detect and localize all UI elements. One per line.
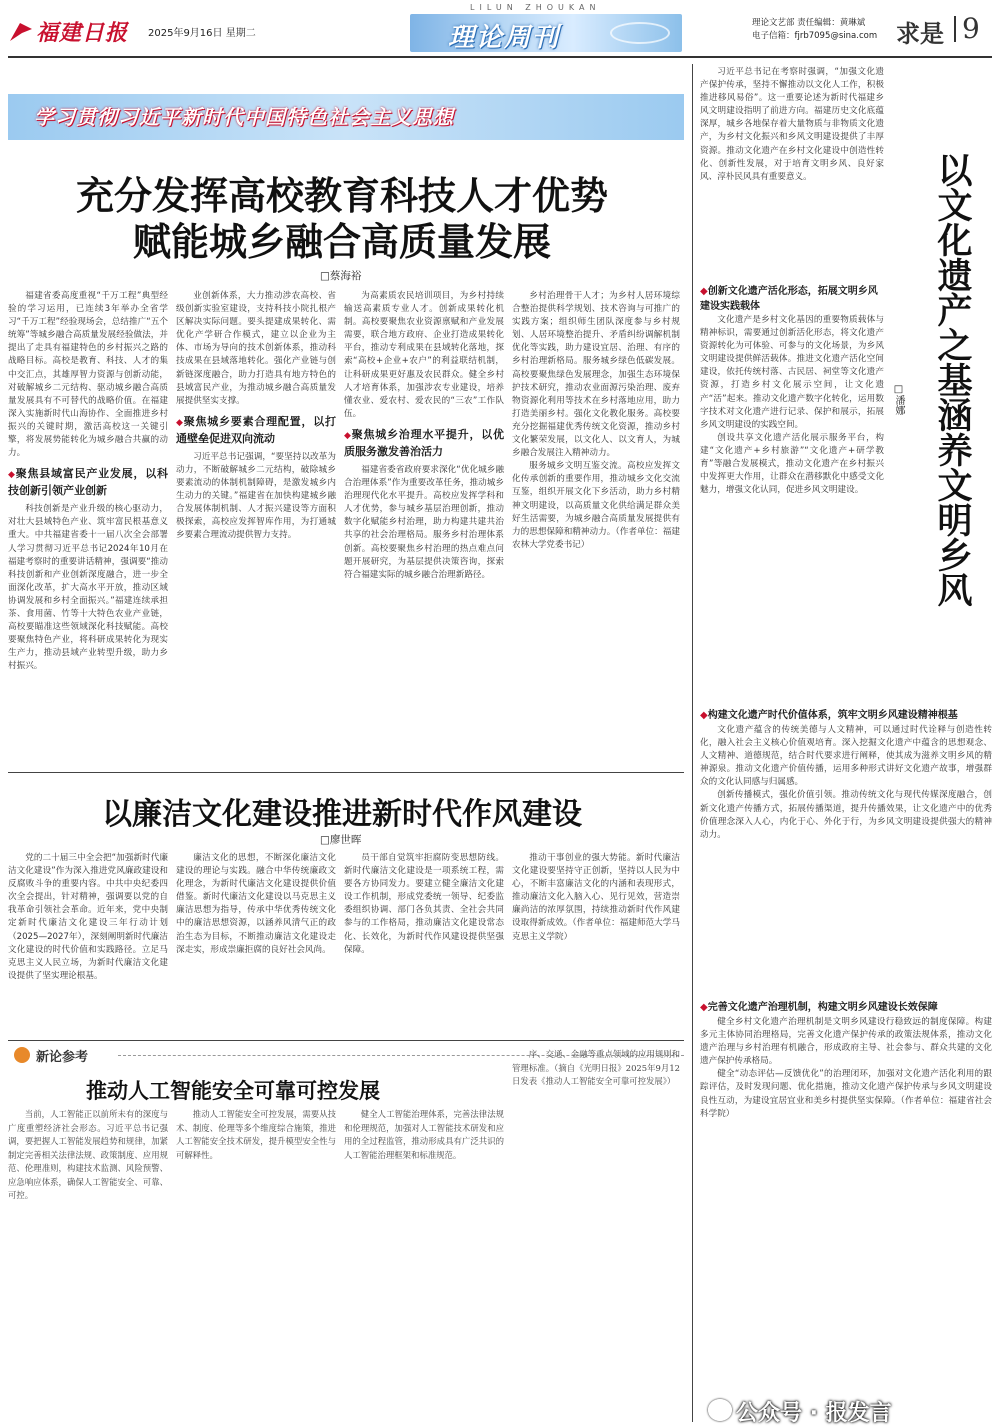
article1-subheading-3 xyxy=(344,427,504,460)
paragraph: 习近平总书记强调，“要坚持以改革为动力，不断破解城乡二元结构，破除城乡要素流动的体制机制障碍，是激发城乡内生动力的关键。”福建省在加快构建城乡融合发展体制机制、人才振兴建设等方面积极探索，高校应发挥智库作用，为打通城乡要素合理流动提供智力支持。 xyxy=(176,451,336,541)
section-separator xyxy=(954,16,956,42)
paragraph: 当前，人工智能正以前所未有的深度与广度重塑经济社会形态。习近平总书记强调，要把握人工智能发展趋势和规律，加紧制定完善相关法律法规、政策制度、应用规范、伦理准则，构建技术监测、风险预警、应急响应体系，确保人工智能安全、可靠、可控。 xyxy=(8,1109,168,1200)
masthead xyxy=(0,0,1000,58)
article2-column-1 xyxy=(8,852,168,1037)
diamond-icon: ◆ xyxy=(8,470,16,481)
section-banner-title: 理论周刊 xyxy=(448,23,561,52)
article1-column-1 xyxy=(8,290,168,768)
paragraph: 创新传播模式，强化价值引领。推动传统文化与现代传媒深度融合，创新文化遗产传播方式，拓展传播渠道，提升传播效果，让文化遗产中的优秀价值理念深入人心，内化于心、外化于行，为乡风文明建设提供强大的精神动力。 xyxy=(700,790,992,840)
wechat-icon xyxy=(708,1399,732,1421)
newspaper-logo[interactable] xyxy=(8,16,128,47)
article1-column-3 xyxy=(344,290,504,768)
theme-ribbon xyxy=(8,94,684,140)
section-name: 求是 xyxy=(896,19,944,48)
editor-line: 理论文艺部 责任编辑：黄琳斌 xyxy=(752,18,866,28)
bottom-column-4 xyxy=(512,1048,680,1420)
diamond-icon: ◆ xyxy=(700,286,708,297)
paragraph: 员干部自觉筑牢拒腐防变思想防线。新时代廉洁文化建设是一项系统工程，需要各方协同发力。要建立健全廉洁文化建设工作机制，形成党委统一领导、纪委监委组织协调、部门各负其责、全社会共同参与的工作格局，推动廉洁文化建设常态化、长效化，为新时代作风建设提供坚强保障。 xyxy=(344,853,504,955)
article2-title[interactable]: 以廉洁文化建设推进新时代作风建设 xyxy=(102,797,582,832)
paragraph: 科技创新是产业升级的核心驱动力，对壮大县域特色产业、筑牢富民根基意义重大。中共福建省委十一届八次全会部署人学习贯彻习近平总书记2024年10月在福建考察时的重要讲话精神，强调要“推动科技创新和产业创新深度融合，进一步全面深化改革，扩大高水平开放，推动区域协调发展和乡村全面振兴。”福建连续承担茶、食用菌、竹等十大特色农业产业链，高校要瞄准这些领域深化科技赋能。高校要聚焦特色产业，将科研成果转化为现实生产力，推动县域产业转型升级，助力乡村振兴。 xyxy=(8,504,168,672)
article2-column-3 xyxy=(344,852,504,1037)
subheading-text: 聚焦城乡治理水平提升，以优质服务激发善治活力 xyxy=(344,427,504,458)
paragraph: 服务城乡文明互鉴交流。高校应发挥文化传承创新的重要作用，推动城乡文化交流互鉴，组织开展文化下乡活动，助力乡村精神文明建设，以高质量文化供给满足群众美好生活需要，为城乡融合高质量发展提供有力的思想保障和精神动力。（作者单位：福建农林大学党委书记） xyxy=(512,461,680,550)
paragraph: 推动人工智能安全可控发展，需要从技术、制度、伦理等多个维度综合施策，推进人工智能安全技术研发，提升模型安全性与可解释性。 xyxy=(176,1109,336,1160)
paragraph: 乡村治理骨干人才；为乡村人居环境综合整治提供科学规划、技术咨询与可推广的实践方案；组织师生团队深度参与乡村规划、人居环境整治提升、矛盾纠纷调解机制优化等实践，助力建设宜居、治理、有序的乡村治理新格局。服务城乡绿色低碳发展。高校要聚焦绿色发展理念，加强生态环境保护技术研究，推动农业面源污染治理、废弃物资源化利用等技术在乡村落地应用，助力打造美丽乡村。强化文化教化服务。高校要充分挖掘福建优秀传统文化资源，推动乡村文化繁荣发展，以文化人、以文育人，为城乡融合发展注入精神动力。 xyxy=(512,291,680,459)
column-name: 新论参考 xyxy=(36,1050,89,1065)
column-badge-icon xyxy=(14,1047,30,1063)
article1-column-4 xyxy=(512,290,680,768)
paragraph: 健全“动态评估—反馈优化”的治理闭环，加强对文化遗产活化利用的跟踪评估，及时发现问题、优化措施，推动文化遗产保护传承与乡风文明建设良性互动，为建设宜居宜业和美乡村提供坚实保障。（作者单位：福建省社会科学院） xyxy=(700,1069,992,1119)
logo-text: 福建日报 xyxy=(36,20,129,46)
paragraph: 文化遗产蕴含的传统美德与人文精神，可以通过时代诠释与创造性转化，融入社会主义核心价值观培育。深入挖掘文化遗产中蕴含的思想观念、人文精神、道德规范，结合时代要求进行阐释，使其成为滋养文明乡风的精神源泉。推动文化遗产价值传播，运用多种形式讲好文化遗产故事，增强群众的文化认同感与归属感。 xyxy=(700,725,992,788)
bottom-column-2 xyxy=(176,1108,336,1420)
right-column-block-3 xyxy=(700,1016,992,1396)
masthead-rule xyxy=(8,56,992,58)
paragraph: 创设共享文化遗产活化展示服务平台，构建“文化遗产+乡村旅游”“文化遗产+研学教育”等融合发展模式，推动文化遗产在乡村振兴中发挥更大作用，让群众在潜移默化中感受文化魅力，增强文化认同，促进乡风文明建设。 xyxy=(700,432,884,496)
subheading-text: 完善文化遗产治理机制，构建文明乡风建设长效保障 xyxy=(707,1002,938,1013)
article1-title-line1[interactable]: 充分发挥高校教育科技人才优势 xyxy=(75,173,608,218)
horizontal-divider xyxy=(8,1040,684,1041)
right-subheading-3 xyxy=(700,998,992,1013)
paragraph: 推动干事创业的强大势能。新时代廉洁文化建设要坚持守正创新，坚持以人民为中心，不断丰富廉洁文化的内涵和表现形式，推动廉洁文化入脑入心、见行见效，营造崇廉尚洁的浓厚氛围，持续推动新时代作风建设取得新成效。（作者单位：福建师范大学马克思主义学院） xyxy=(512,853,680,942)
logo-flag-icon xyxy=(8,21,34,43)
right-article-title[interactable]: 以文化遗产之基涵养文明乡风 xyxy=(932,152,973,607)
section-banner xyxy=(410,14,682,52)
paragraph: 福建省委高度重视“千万工程”典型经验的学习运用，已连续3年举办全省学习“千万工程”经验现场会，总结推广“五个统筹”等城乡融合高质量发展经验做法，并提出了走具有福建特色的乡村振兴之路的战略目标。高校是教育、科技、人才的集中交汇点，其雄厚智力资源与创新动能，对破解城乡二元结构、驱动城乡融合高质量发展具有不可替代的战略价值。在福建深入实施新时代山海协作、全面推进乡村振兴的关键时期，激活高校这一关键引擎，将发展势能转化为城乡融合共赢的动力。 xyxy=(8,291,168,459)
article1-subheading-2 xyxy=(176,414,336,447)
paragraph: 福建省委省政府要求深化“优化城乡融合治理体系”作为重要改革任务，推动城乡治理现代化水平提升。高校应发挥学科和人才优势，参与城乡基层治理创新，推动数字化赋能乡村治理，助力构建共建共治共享的社会治理格局。服务乡村治理体系创新。高校要聚焦乡村治理的热点难点问题开展研究，为基层提供决策咨询，探索符合福建实际的城乡融合治理新路径。 xyxy=(344,464,504,580)
subheading-text: 聚焦城乡要素合理配置，以打通壁垒促进双向流动 xyxy=(176,414,336,445)
horizontal-divider xyxy=(8,772,684,773)
vertical-divider xyxy=(692,64,693,1422)
paragraph: 业创新体系，大力推动涉农高校、省级创新实验室建设，支持科技小院扎根产区解决实际问题。要头提建成果转化、需优化产学研合作模式，建立以企业为主体、市场为导向的技术创新体系，推动科技成果在县域落地转化。强化产业链与创新链深度融合，助力打造具有地方特色的县域富民产业，为推动城乡融合高质量发展提供坚实支撑。 xyxy=(176,291,336,406)
page-number: 9 xyxy=(962,12,980,45)
article1-byline: □蔡海裕 xyxy=(320,270,362,282)
paragraph: 序、交通、金融等重点领域的应用规则和管理标准。（摘自《光明日报》2025年9月12日发表《推动人工智能安全可靠可控发展》） xyxy=(512,1049,680,1086)
theme-ribbon-text: 学习贯彻习近平新时代中国特色社会主义思想 xyxy=(34,105,454,129)
article2-column-4 xyxy=(512,852,680,1037)
right-article-intro xyxy=(700,66,884,278)
paragraph: 健全人工智能治理体系，完善法律法规和伦理规范，加强对人工智能技术研发和应用的全过程监管，推动形成具有广泛共识的人工智能治理框架和标准规范。 xyxy=(344,1109,504,1160)
diamond-icon: ◆ xyxy=(344,430,352,441)
watermark: 公众号 · 报发言 xyxy=(736,1401,892,1426)
right-column-block-2 xyxy=(700,724,992,992)
bottom-column-1 xyxy=(8,1108,168,1420)
article1-subheading-1 xyxy=(8,466,168,499)
paragraph: 党的二十届三中全会把“加强新时代廉洁文化建设”作为深入推进党风廉政建设和反腐败斗争的重要内容。中共中央纪委四次全会提出，针对精神，强调要以党的自我革命引领社会革命。近年来，党中央制定新时代廉洁文化建设三年行动计划（2025—2027年），深刻阐明新时代廉洁文化建设的时代价值和实践路径。立足马克思主义人民立场，为新时代廉洁文化建设提供了坚实理论根基。 xyxy=(8,853,168,981)
right-subheading-1 xyxy=(700,282,884,312)
article2-byline: □廖世晖 xyxy=(320,834,362,846)
bottom-column-3 xyxy=(344,1108,504,1420)
paragraph: 文化遗产是乡村文化基因的重要物质载体与精神标识，需要通过创新活化形态，将文化遗产资源转化为可体验、可参与的文化场景，为乡风文明建设提供鲜活载体。推进文化遗产活化空间建设，依托传统村落、古民居、祠堂等文化遗产资源，打造乡村文化展示空间，让文化遗产“活”起来。推动文化遗产数字化转化，运用数字技术对文化遗产进行记录、保护和展示，拓展乡风文明建设的实践空间。 xyxy=(700,315,884,430)
article2-column-2 xyxy=(176,852,336,1037)
paragraph: 廉洁文化的思想，不断深化廉洁文化建设的理论与实践。融合中华传统廉政文化理念，为新时代廉洁文化建设提供价值借鉴。新时代廉洁文化建设以马克思主义廉洁思想为指导，传承中华优秀传统文化中的廉洁思想资源，以涵养风清气正的政治生态为目标，不断推动廉洁文化建设走深走实，形成崇廉拒腐的良好社会风尚。 xyxy=(176,853,336,955)
subheading-text: 创新文化遗产活化形态，拓展文明乡风建设实践载体 xyxy=(700,286,878,312)
publication-date: 2025年9月16日 星期二 xyxy=(148,28,256,39)
right-column-block-1 xyxy=(700,314,884,562)
paragraph: 习近平总书记在考察时强调，“加强文化遗产保护传承，坚持不懈推动以文化人工作，积极推进移风易俗”。这一重要论述为新时代福建乡风文明建设指明了前进方向。福建历史文化底蕴深厚，城乡各地保存着大量物质与非物质文化遗产，为乡村文化振兴和乡风文明建设提供了丰厚资源。推动文化遗产在乡村文化建设中创造性转化、创新性发展，对于培育文明乡风、良好家风、淳朴民风具有重要意义。 xyxy=(700,67,884,182)
editor-email[interactable]: 电子信箱：fjrb7095@sina.com xyxy=(752,31,878,41)
paragraph: 为高素质农民培训项目，为乡村持续输送高素质专业人才。创新成果转化机制。高校要聚焦农业资源禀赋和产业发展需要，联合地方政府、企业打造成果转化平台，推动专利成果在县域转化落地，探索“高校+企业+农户”的利益联结机制，让科研成果更好惠及农民群众。健全乡村人才培育体系，加强涉农专业建设，培养懂农业、爱农村、爱农民的“三农”工作队伍。 xyxy=(344,291,504,419)
bottom-article-title[interactable]: 推动人工智能安全可靠可控发展 xyxy=(86,1078,380,1103)
diamond-icon: ◆ xyxy=(700,710,708,721)
section-pinyin: LILUN ZHOUKAN xyxy=(470,3,601,12)
article1-column-2 xyxy=(176,290,336,768)
editor-info xyxy=(752,17,877,43)
diamond-icon: ◆ xyxy=(176,417,184,428)
right-article-byline: □潘娜 xyxy=(893,384,904,415)
diamond-icon: ◆ xyxy=(700,1002,708,1013)
right-subheading-2 xyxy=(700,706,992,721)
subheading-text: 构建文化遗产时代价值体系，筑牢文明乡风建设精神根基 xyxy=(707,710,958,721)
banner-decoration xyxy=(610,22,670,44)
article1-title-line2[interactable]: 赋能城乡融合高质量发展 xyxy=(132,219,551,264)
subheading-text: 聚焦县域富民产业发展，以科技创新引领产业创新 xyxy=(8,467,168,498)
paragraph: 健全乡村文化遗产治理机制是文明乡风建设行稳致远的制度保障。构建多元主体协同治理格局，完善文化遗产保护传承的政策法规体系，推动文化遗产治理与乡村治理有机融合，形成政府主导、社会参与、群众共建的文化遗产保护传承格局。 xyxy=(700,1017,992,1067)
